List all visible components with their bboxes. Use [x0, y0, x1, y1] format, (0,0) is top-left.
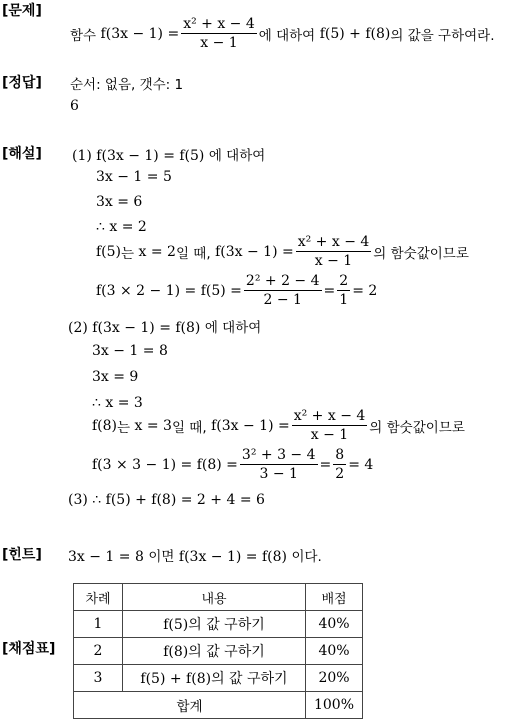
hint-kr1: 이면: [148, 549, 175, 565]
header-score: 배점: [306, 584, 363, 611]
s2-line4: [92, 408, 465, 443]
problem-lhs: f(3x − 1) =: [100, 25, 180, 42]
problem-suffix: 에 대하여: [258, 27, 316, 44]
solution-part1-heading: [72, 144, 265, 164]
row-score: 40%: [306, 611, 363, 638]
s1-l4-lhs: f(3x − 1) =: [215, 243, 294, 260]
s2-l5-eq: =: [319, 456, 332, 473]
s2-l5-lhs: f(3 × 3 − 1) = f(8) =: [92, 456, 238, 473]
s1-l5-result: = 2: [352, 282, 378, 299]
s1-l5-num: 2² + 2 − 4: [245, 273, 320, 289]
s2-l5-num: 3² + 3 − 4: [241, 447, 316, 463]
s1-l5-eq: =: [323, 282, 336, 299]
problem-label: [문제]: [2, 3, 42, 19]
problem-fraction: [181, 16, 257, 51]
s1-l5-lhs: f(3 × 2 − 1) = f(5) =: [96, 282, 242, 299]
s2-line2: 3x = 9: [92, 369, 139, 385]
answer-value: 6: [70, 98, 79, 114]
s2-l4-tail: 의 함숫값이므로: [369, 419, 465, 436]
row-score: 40%: [306, 638, 363, 665]
part1-kr: 에 대하여: [208, 148, 266, 164]
s2-l5-num2: 8: [335, 447, 345, 463]
s1-l5-fraction2: [337, 273, 350, 308]
hint-expr1: 3x − 1 = 8: [68, 549, 144, 565]
row-content: f(5) + f(8)의 값 구하기: [123, 665, 306, 692]
s2-line5: [92, 447, 373, 482]
s1-l5-den2: 1: [339, 292, 349, 308]
s1-l5-den: 2 − 1: [263, 292, 302, 308]
s1-line4: [96, 234, 469, 269]
s1-line3: ∴ x = 2: [96, 219, 147, 235]
s2-l5-fraction2: [333, 447, 346, 482]
row-number: 2: [74, 638, 123, 665]
solution-part2-heading: [68, 316, 261, 336]
hint-kr2: 이다.: [291, 549, 322, 565]
s1-l4-particle: 는: [121, 245, 135, 262]
problem-denominator: x − 1: [200, 35, 238, 51]
problem-tail: 의 값을 구하여라.: [390, 27, 495, 44]
row-number: 3: [74, 665, 123, 692]
part1-number: (1): [72, 148, 92, 164]
s1-l4-num: x² + x − 4: [297, 234, 370, 250]
hint-text: [68, 545, 322, 565]
row-content: f(5)의 값 구하기: [123, 611, 306, 638]
part2-number: (2): [68, 320, 88, 336]
part2-expr: f(3x − 1) = f(8): [92, 320, 201, 336]
grading-row: [74, 638, 363, 665]
s2-l4-fraction: [292, 408, 368, 443]
s2-l4-lhs: f(3x − 1) =: [211, 417, 290, 434]
answer-meta: 순서: 없음, 갯수: 1: [70, 77, 184, 93]
s1-l4-when: 일 때,: [175, 245, 211, 262]
row-content: f(8)의 값 구하기: [123, 638, 306, 665]
s1-l4-x: x = 2: [138, 243, 176, 260]
s2-l4-particle: 는: [117, 419, 131, 436]
s2-l4-den: x − 1: [310, 427, 349, 443]
s1-l4-f5: f(5): [96, 243, 122, 260]
header-content: 내용: [123, 584, 306, 611]
s1-line2: 3x = 6: [96, 194, 143, 210]
header-order: 차례: [74, 584, 123, 611]
total-score: 100%: [306, 692, 363, 719]
total-label: 합계: [74, 692, 306, 719]
problem-prefix: 함수: [70, 27, 97, 44]
s1-l5-num2: 2: [339, 273, 349, 289]
s2-l4-when: 일 때,: [171, 419, 207, 436]
problem-numerator: x² + x − 4: [183, 16, 255, 32]
s2-l4-x: x = 3: [134, 417, 172, 434]
s2-l4-num: x² + x − 4: [293, 408, 366, 424]
s2-line3: ∴ x = 3: [92, 395, 143, 411]
s1-line5: [96, 273, 377, 308]
answer-label: [정답]: [2, 75, 42, 91]
s1-line1: 3x − 1 = 5: [96, 169, 172, 185]
s1-l4-tail: 의 함숫값이므로: [373, 245, 469, 262]
grading-row: [74, 611, 363, 638]
s2-line1: 3x − 1 = 8: [92, 343, 168, 359]
part2-kr: 에 대하여: [204, 320, 262, 336]
grading-row: [74, 665, 363, 692]
solution-label: [해설]: [2, 146, 42, 162]
hint-expr2: f(3x − 1) = f(8): [178, 549, 287, 565]
s2-l5-fraction1: [240, 447, 318, 482]
grading-header-row: [74, 584, 363, 611]
s2-l5-result: = 4: [348, 456, 374, 473]
grading-label: [채점표]: [2, 641, 56, 657]
problem-expr: f(5) + f(8): [319, 25, 391, 42]
part1-expr: f(3x − 1) = f(5): [96, 148, 205, 164]
s2-l5-den2: 2: [335, 466, 345, 482]
row-score: 20%: [306, 665, 363, 692]
row-number: 1: [74, 611, 123, 638]
s1-l5-fraction1: [244, 273, 322, 308]
grading-total-row: [74, 692, 363, 719]
s1-l4-fraction: [296, 234, 372, 269]
s2-l5-den: 3 − 1: [259, 466, 298, 482]
solution-part3: (3) ∴ f(5) + f(8) = 2 + 4 = 6: [68, 492, 265, 508]
s2-l4-f8: f(8): [92, 417, 118, 434]
grading-table: [73, 583, 363, 719]
hint-label: [힌트]: [2, 547, 42, 563]
problem-statement: [70, 16, 495, 51]
s1-l4-den: x − 1: [314, 253, 353, 269]
